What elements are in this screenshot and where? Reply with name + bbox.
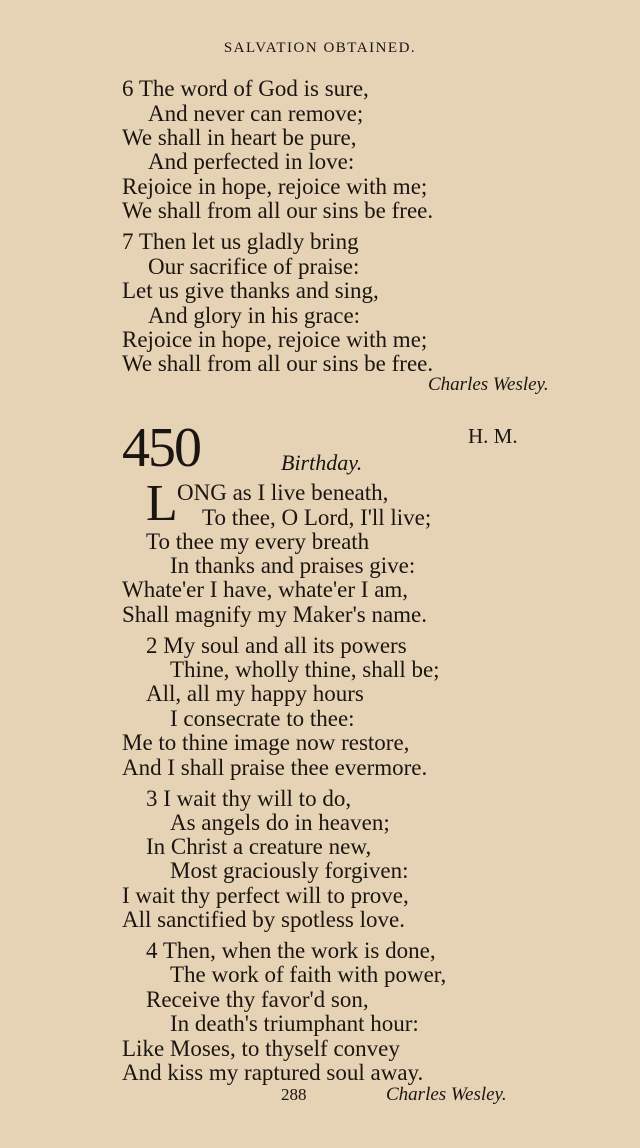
verse-line: We shall in heart be pure,	[122, 125, 357, 150]
verse-line: In Christ a creature new,	[146, 834, 372, 859]
verse-line: And kiss my raptured soul away.	[122, 1060, 424, 1085]
verse-line: And never can remove;	[148, 101, 364, 126]
hymn-number: 450	[122, 417, 200, 479]
author-attribution: Charles Wesley.	[428, 374, 549, 395]
verse-line: 4 Then, when the work is done,	[146, 938, 436, 963]
verse-line: 3 I wait thy will to do,	[146, 786, 352, 811]
verse-line: 6 The word of God is sure,	[122, 76, 369, 101]
verse-line: 7 Then let us gladly bring	[122, 229, 359, 254]
verse-line: All sanctified by spotless love.	[122, 907, 405, 932]
verse-line: To thee, O Lord, I'll live;	[202, 505, 432, 530]
verse-line: And perfected in love:	[148, 149, 355, 174]
verse-line: The work of faith with power,	[170, 962, 447, 987]
verse-line: Rejoice in hope, rejoice with me;	[122, 327, 428, 352]
verse-line: To thee my every breath	[146, 529, 370, 554]
running-header: SALVATION OBTAINED.	[223, 40, 417, 56]
verse-line: Let us give thanks and sing,	[122, 278, 379, 303]
verse-line: Like Moses, to thyself convey	[122, 1036, 400, 1061]
verse-line: Our sacrifice of praise:	[148, 254, 360, 279]
verse-line: All, all my happy hours	[146, 681, 364, 706]
verse-line: Most graciously forgiven:	[170, 858, 409, 883]
verse-line: We shall from all our sins be free.	[122, 198, 434, 223]
hymn-meter: H. M.	[468, 424, 518, 448]
verse-line: Whate'er I have, whate'er I am,	[122, 577, 409, 602]
drop-cap: L	[146, 475, 178, 532]
verse-line: In thanks and praises give:	[170, 553, 416, 578]
verse-line: In death's triumphant hour:	[170, 1011, 419, 1036]
verse-line: As angels do in heaven;	[170, 810, 390, 835]
verse-line: And I shall praise thee evermore.	[122, 755, 428, 780]
verse-line: I consecrate to thee:	[170, 706, 355, 731]
author-attribution: Charles Wesley.	[386, 1084, 507, 1105]
verse-line: Thine, wholly thine, shall be;	[170, 657, 440, 682]
verse-line: We shall from all our sins be free.	[122, 351, 434, 376]
verse-line: Rejoice in hope, rejoice with me;	[122, 174, 428, 199]
verse-line: And glory in his grace:	[148, 303, 361, 328]
verse-line: Me to thine image now restore,	[122, 730, 410, 755]
verse-line: 2 My soul and all its powers	[146, 633, 407, 658]
page-number: 288	[281, 1085, 307, 1104]
hymn-title: Birthday.	[281, 450, 363, 475]
verse-line: ONG as I live beneath,	[177, 480, 389, 505]
verse-line: Shall magnify my Maker's name.	[122, 602, 427, 627]
verse-line: I wait thy perfect will to prove,	[122, 883, 409, 908]
verse-line: Receive thy favor'd son,	[146, 987, 369, 1012]
